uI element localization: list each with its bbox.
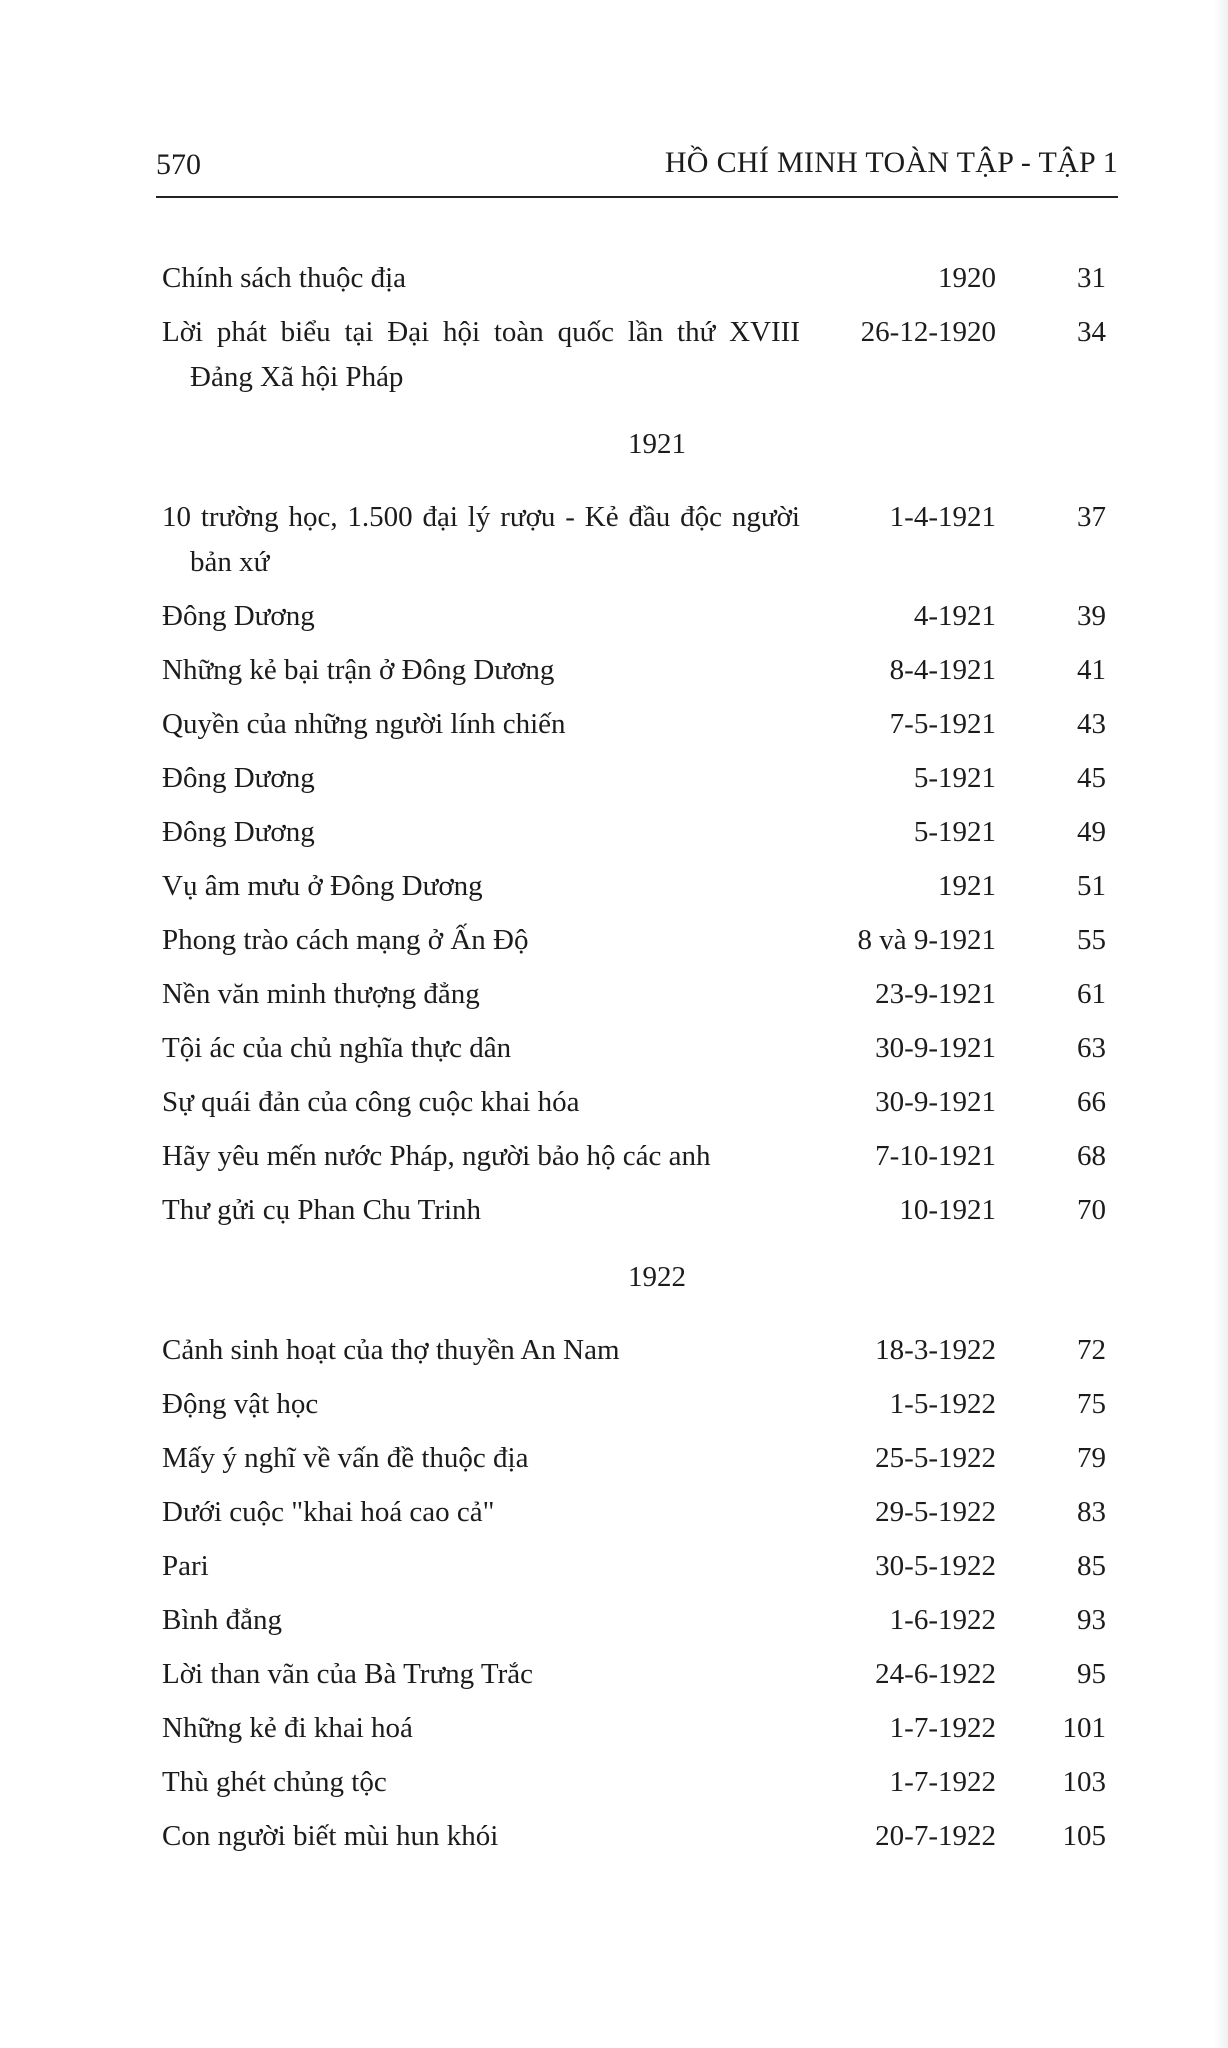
entry-date: 1-6-1922	[889, 1604, 996, 1636]
toc-entry	[162, 756, 1112, 801]
entry-page-number: 49	[1077, 816, 1106, 848]
entry-date: 30-9-1921	[875, 1032, 996, 1064]
entry-page-number: 103	[1062, 1766, 1106, 1798]
entry-page-number: 83	[1077, 1496, 1106, 1528]
entry-title: Tội ác của chủ nghĩa thực dân	[162, 1032, 512, 1064]
entry-title: 10 trường học, 1.500 đại lý rượu - Kẻ đầu độc người bản xứ	[162, 501, 800, 578]
entry-date: 30-9-1921	[875, 1086, 996, 1118]
entry-page-number: 95	[1077, 1658, 1106, 1690]
entry-title: Đông Dương	[162, 816, 315, 848]
toc-entry	[162, 1598, 1112, 1643]
entry-date: 1-5-1922	[889, 1388, 996, 1420]
toc-entry	[162, 1706, 1112, 1751]
entry-title: Quyền của những người lính chiến	[162, 708, 566, 740]
entry-title: Chính sách thuộc địa	[162, 262, 407, 294]
entry-title: Những kẻ đi khai hoá	[162, 1712, 413, 1744]
toc-entry	[162, 1080, 1112, 1125]
entry-page-number: 55	[1077, 924, 1106, 956]
entry-page-number: 101	[1062, 1712, 1106, 1744]
entry-page-number: 75	[1077, 1388, 1106, 1420]
toc-entry	[162, 256, 1112, 301]
entry-title: Đông Dương	[162, 600, 315, 632]
entry-title: Phong trào cách mạng ở Ấn Độ	[162, 924, 529, 956]
year-heading: 1921	[628, 428, 686, 460]
entry-page-number: 45	[1077, 762, 1106, 794]
entry-date: 1921	[938, 870, 996, 902]
entry-date: 7-10-1921	[875, 1140, 996, 1172]
entry-title: Thù ghét chủng tộc	[162, 1766, 387, 1798]
toc-entry	[162, 1760, 1112, 1805]
entry-title: Mấy ý nghĩ về vấn đề thuộc địa	[162, 1442, 529, 1474]
entry-title: Động vật học	[162, 1388, 319, 1420]
year-heading: 1922	[628, 1261, 686, 1293]
entry-title: Nền văn minh thượng đẳng	[162, 978, 480, 1010]
entry-page-number: 61	[1077, 978, 1106, 1010]
toc-entry	[162, 1382, 1112, 1427]
entry-date: 1-7-1922	[889, 1712, 996, 1744]
toc-entry	[162, 810, 1112, 855]
toc-entry	[162, 972, 1112, 1017]
toc-entry	[162, 594, 1112, 639]
entry-title: Sự quái đản của công cuộc khai hóa	[162, 1086, 580, 1118]
entry-date: 8 và 9-1921	[857, 924, 996, 956]
entry-date: 5-1921	[913, 762, 996, 794]
entry-date: 26-12-1920	[860, 316, 996, 348]
entry-page-number: 70	[1077, 1194, 1106, 1226]
entry-title: Cảnh sinh hoạt của thợ thuyền An Nam	[162, 1334, 620, 1366]
entry-title: Hãy yêu mến nước Pháp, người bảo hộ các anh	[162, 1140, 711, 1172]
toc-entry	[162, 1328, 1112, 1373]
running-title: HỒ CHÍ MINH TOÀN TẬP - TẬP 1	[664, 146, 1118, 179]
entry-date: 10-1921	[899, 1194, 996, 1226]
entry-page-number: 93	[1077, 1604, 1106, 1636]
toc-entry	[162, 1490, 1112, 1535]
entry-page-number: 105	[1062, 1820, 1106, 1852]
entry-title: Dưới cuộc "khai hoá cao cả"	[162, 1496, 495, 1528]
entry-date: 18-3-1922	[875, 1334, 996, 1366]
toc-entry	[162, 495, 1112, 585]
toc-entry	[162, 1814, 1112, 1859]
entry-title: Bình đẳng	[162, 1604, 283, 1636]
entry-page-number: 41	[1077, 654, 1106, 686]
toc-entry	[162, 1026, 1112, 1071]
entry-date: 7-5-1921	[889, 708, 996, 740]
entry-page-number: 72	[1077, 1334, 1106, 1366]
page-edge-shadow	[1214, 0, 1228, 2048]
page-number: 570	[156, 148, 201, 181]
entry-page-number: 63	[1077, 1032, 1106, 1064]
toc-entry	[162, 648, 1112, 693]
entry-date: 1-4-1921	[889, 501, 996, 533]
entry-page-number: 34	[1077, 316, 1106, 348]
toc-entry	[162, 1134, 1112, 1179]
entry-title: Vụ âm mưu ở Đông Dương	[162, 870, 483, 902]
entry-title: Những kẻ bại trận ở Đông Dương	[162, 654, 555, 686]
toc-entry	[162, 918, 1112, 963]
toc-entry	[162, 1652, 1112, 1697]
entry-date: 1-7-1922	[889, 1766, 996, 1798]
entry-date: 25-5-1922	[875, 1442, 996, 1474]
entry-title: Lời than vãn của Bà Trưng Trắc	[162, 1658, 533, 1690]
entry-date: 23-9-1921	[875, 978, 996, 1010]
toc-entry	[162, 1188, 1112, 1233]
entry-date: 20-7-1922	[875, 1820, 996, 1852]
entry-title: Lời phát biểu tại Đại hội toàn quốc lần thứ XVIII Đảng Xã hội Pháp	[162, 316, 800, 393]
entry-title: Con người biết mùi hun khói	[162, 1820, 499, 1852]
entry-page-number: 51	[1077, 870, 1106, 902]
entry-title: Thư gửi cụ Phan Chu Trinh	[162, 1194, 482, 1226]
toc-entry	[162, 702, 1112, 747]
toc-entry	[162, 864, 1112, 909]
entry-page-number: 66	[1077, 1086, 1106, 1118]
toc-entry	[162, 1544, 1112, 1589]
entry-page-number: 85	[1077, 1550, 1106, 1582]
entry-date: 8-4-1921	[889, 654, 996, 686]
entry-date: 30-5-1922	[875, 1550, 996, 1582]
entry-page-number: 31	[1077, 262, 1106, 294]
entry-page-number: 43	[1077, 708, 1106, 740]
table-of-contents	[162, 256, 1112, 1868]
entry-title: Đông Dương	[162, 762, 315, 794]
entry-page-number: 68	[1077, 1140, 1106, 1172]
entry-date: 24-6-1922	[875, 1658, 996, 1690]
entry-title: Pari	[162, 1550, 209, 1582]
toc-entry	[162, 1436, 1112, 1481]
entry-date: 5-1921	[913, 816, 996, 848]
entry-date: 1920	[938, 262, 996, 294]
entry-page-number: 79	[1077, 1442, 1106, 1474]
entry-date: 4-1921	[913, 600, 996, 632]
page-header	[156, 136, 1118, 198]
entry-page-number: 37	[1077, 501, 1106, 533]
entry-date: 29-5-1922	[875, 1496, 996, 1528]
entry-page-number: 39	[1077, 600, 1106, 632]
toc-entry	[162, 310, 1112, 400]
